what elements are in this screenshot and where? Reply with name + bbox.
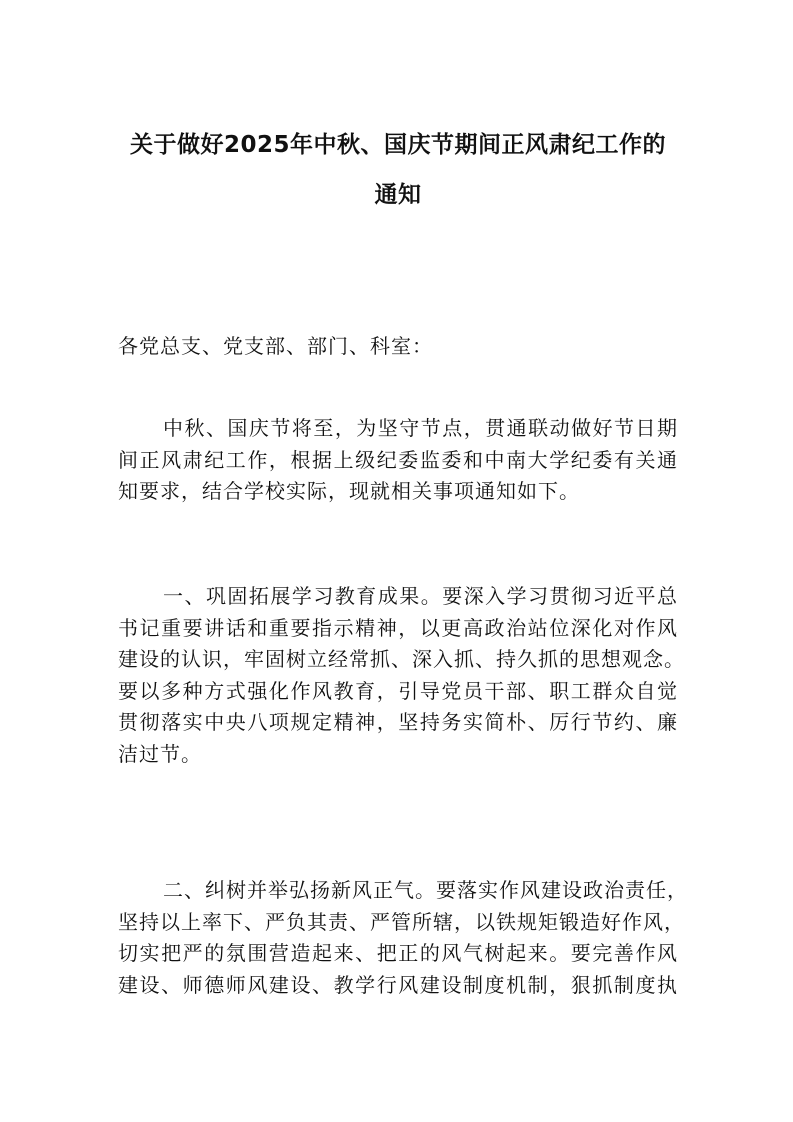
paragraph-line: 要以多种方式强化作风教育，引导党员干部、职工群众自觉 (118, 678, 678, 703)
paragraph-section-2 (118, 876, 688, 1002)
paragraph-line: 建设的认识，牢固树立经常抓、深入抓、持久抓的思想观念。 (118, 647, 685, 671)
paragraph-section-1 (118, 582, 685, 771)
paragraph-line: 知要求，结合学校实际，现就相关事项通知如下。 (118, 479, 580, 503)
document-title-line-2: 通知 (374, 182, 422, 208)
paragraph-line: 一、巩固拓展学习教育成果。要深入学习贯彻习近平总 (163, 584, 678, 608)
paragraph-line: 二、纠树并举弘扬新风正气。要落实作风建设政治责任， (163, 878, 688, 902)
paragraph-line: 切实把严的氛围营造起来、把正的风气树起来。要完善作风 (118, 941, 678, 965)
paragraph-line: 坚持以上率下、严负其责、严管所辖，以铁规矩锻造好作风， (118, 909, 685, 934)
paragraph-line: 贯彻落实中央八项规定精神，坚持务实简朴、厉行节约、廉 (118, 710, 678, 734)
paragraph-line: 建设、师德师风建设、教学行风建设制度机制，狠抓制度执 (118, 972, 678, 997)
paragraph-line: 洁过节。 (118, 741, 202, 766)
paragraph-line: 书记重要讲话和重要指示精神，以更高政治站位深化对作风 (118, 615, 678, 640)
paragraph-line: 中秋、国庆节将至，为坚守节点，贯通联动做好节日期 (163, 416, 678, 440)
salutation: 各党总支、党支部、部门、科室： (118, 334, 433, 358)
document-title-line-1: 关于做好2025年中秋、国庆节期间正风肃纪工作的 (129, 132, 666, 158)
paragraph-line: 间正风肃纪工作，根据上级纪委监委和中南大学纪委有关通 (118, 447, 678, 472)
paragraph-intro (118, 414, 678, 509)
